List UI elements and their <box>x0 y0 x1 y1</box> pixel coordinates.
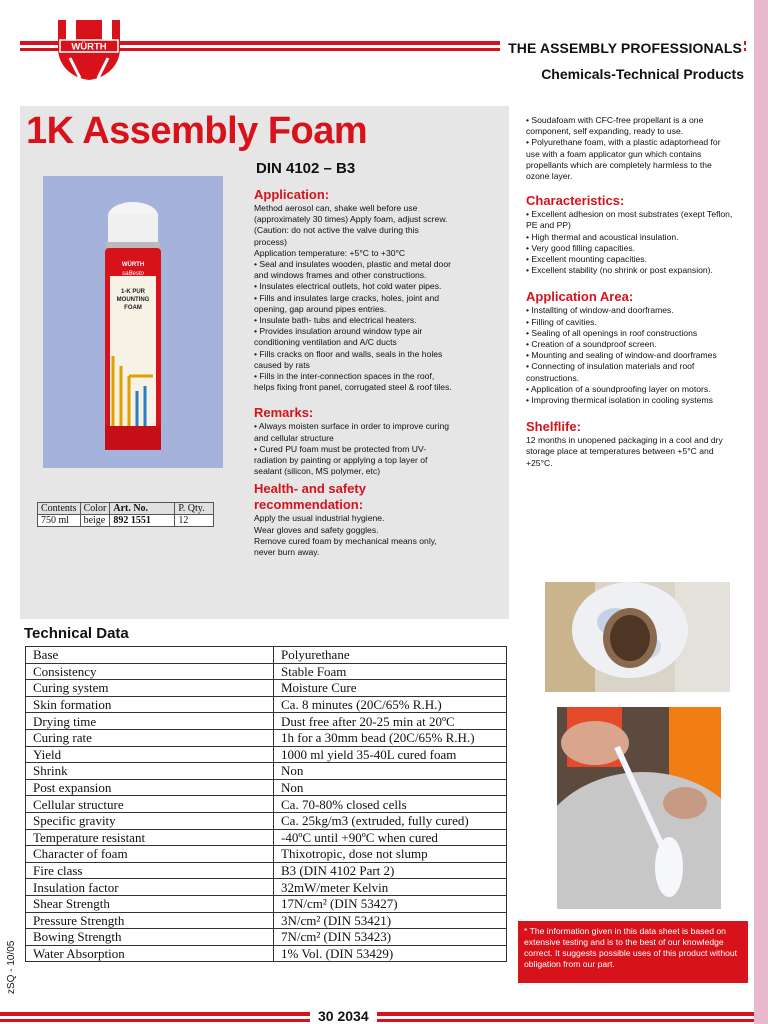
table-row <box>26 895 507 912</box>
property-value: Moisture Cure <box>274 680 507 697</box>
foam-pipe-photo <box>545 582 730 692</box>
page-number: 30 2034 <box>310 1008 377 1024</box>
product-photo <box>43 176 223 468</box>
application-text: • Provides insulation around window type air conditioning ventilation and A/C ducts <box>254 326 423 348</box>
table-row <box>26 812 507 829</box>
health-text: Apply the usual industrial hygiene. <box>254 513 385 524</box>
property-name: Consistency <box>26 663 274 680</box>
characteristics-item: • Very good filling capacities. <box>526 242 636 253</box>
order-table <box>37 502 214 527</box>
characteristics-item: • Excellent adhesion on most substrates (exept Teflon, PE and PP) <box>526 209 733 231</box>
middle-column <box>254 187 454 558</box>
table-row <box>26 713 507 730</box>
property-value: 3N/cm² (DIN 53421) <box>274 912 507 929</box>
table-row <box>26 796 507 813</box>
property-name: Character of foam <box>26 846 274 863</box>
wurth-logo <box>56 18 122 82</box>
cell-contents: 750 ml <box>38 515 81 527</box>
property-name: Curing rate <box>26 729 274 746</box>
application-text: Method aerosol can, shake well before use (approximately 30 times) Apply foam, adjust screw. (Caution: do not active the valve during this process) <box>254 203 448 247</box>
property-name: Shrink <box>26 763 274 780</box>
characteristics-item: • Excellent mounting capacities. <box>526 254 647 265</box>
property-value: -40ºC until +90ºC when cured <box>274 829 507 846</box>
property-value: Thixotropic, dose not slump <box>274 846 507 863</box>
din-standard: DIN 4102 – B3 <box>256 160 356 177</box>
table-row <box>26 696 507 713</box>
property-name: Base <box>26 647 274 664</box>
col-art-no: Art. No. <box>110 503 175 515</box>
svg-text:WÜRTH: WÜRTH <box>121 262 145 268</box>
property-value: 32mW/meter Kelvin <box>274 879 507 896</box>
shelflife-text: 12 months in unopened packaging in a cool and dry storage place at temperatures between +5°C and +25°C. <box>526 435 723 468</box>
property-value: 1h for a 30mm bead (20C/65% R.H.) <box>274 729 507 746</box>
property-value: Ca. 8 minutes (20C/65% R.H.) <box>274 696 507 713</box>
application-area-heading: Application Area: <box>526 289 634 305</box>
intro-text: • Soudafoam with CFC-free propellant is a one component, self expanding, ready to use. <box>526 115 704 137</box>
property-value: Stable Foam <box>274 663 507 680</box>
characteristics-item: • Excellent stability (no shrink or post expansion). <box>526 265 713 276</box>
table-row <box>26 763 507 780</box>
characteristics-item: • High thermal and acoustical insulation. <box>526 231 679 242</box>
remarks-heading: Remarks: <box>254 405 314 421</box>
cell-art-no: 892 1551 <box>110 515 175 527</box>
disclaimer-box: * The information given in this data sheet is based on extensive testing and is to the best of our knowledge correct. It suggests possible uses of this product without obligation from our part. <box>518 921 748 983</box>
property-name: Shear Strength <box>26 895 274 912</box>
health-heading: Health- and safety recommendation: <box>254 481 366 513</box>
property-value: 7N/cm² (DIN 53423) <box>274 929 507 946</box>
table-row <box>26 879 507 896</box>
page-edge-stripe <box>754 0 768 1024</box>
application-text: Application temperature: +5°C to +30°C <box>254 247 406 258</box>
property-value: Polyurethane <box>274 647 507 664</box>
property-name: Drying time <box>26 713 274 730</box>
application-area-item: • Sealing of all openings in roof constructions <box>526 327 698 338</box>
property-value: Ca. 70-80% closed cells <box>274 796 507 813</box>
property-name: Water Absorption <box>26 945 274 962</box>
application-area-item: • Creation of a soundproof screen. <box>526 339 657 350</box>
order-table-row <box>38 515 214 527</box>
property-value: Non <box>274 763 507 780</box>
property-name: Pressure Strength <box>26 912 274 929</box>
property-name: Skin formation <box>26 696 274 713</box>
technical-data-heading: Technical Data <box>24 625 129 642</box>
table-row <box>26 663 507 680</box>
intro-text: • Polyurethane foam, with a plastic adaptorhead for use with a foam applicator gun which contains propellants which are completely harmless to the ozone layer. <box>526 137 721 182</box>
table-row <box>26 647 507 664</box>
tagline: THE ASSEMBLY PROFESSIONALS <box>500 40 744 56</box>
remarks-text: • Always moisten surface in order to improve curing and cellular structure <box>254 421 450 443</box>
svg-text:saBesto: saBesto <box>122 271 144 277</box>
property-name: Fire class <box>26 862 274 879</box>
property-name: Temperature resistant <box>26 829 274 846</box>
svg-text:WÜRTH: WÜRTH <box>71 41 107 53</box>
category-subtitle: Chemicals-Technical Products <box>541 66 744 82</box>
application-area-item: • Filling of cavities. <box>526 316 597 327</box>
property-name: Specific gravity <box>26 812 274 829</box>
health-text: Wear gloves and safety goggles. <box>254 524 379 535</box>
application-text: • Insulates electrical outlets, hot cold water pipes. <box>254 281 442 292</box>
property-value: 1000 ml yield 35-40L cured foam <box>274 746 507 763</box>
property-value: B3 (DIN 4102 Part 2) <box>274 862 507 879</box>
application-area-item: • Connecting of insulation materials and roof constructions. <box>526 361 695 383</box>
property-value: 1% Vol. (DIN 53429) <box>274 945 507 962</box>
property-name: Post expansion <box>26 779 274 796</box>
property-name: Insulation factor <box>26 879 274 896</box>
table-row <box>26 746 507 763</box>
footer-rule <box>0 1012 754 1024</box>
col-p-qty: P. Qty. <box>175 503 214 515</box>
table-row <box>26 779 507 796</box>
property-name: Cellular structure <box>26 796 274 813</box>
right-column <box>526 115 736 469</box>
cell-p-qty: 12 <box>175 515 214 527</box>
foam-application-photo <box>557 707 721 909</box>
application-area-item: • Installting of window-and doorframes. <box>526 305 674 316</box>
table-row <box>26 912 507 929</box>
health-text: Remove cured foam by mechanical means only, never burn away. <box>254 535 437 558</box>
application-text: • Seal and insulates wooden, plastic and metal door and windows frames and other constructions. <box>254 259 451 281</box>
table-row <box>26 680 507 697</box>
remarks-text: • Cured PU foam must be protected from UV-radiation by painting or applying a top layer of sealant (silicon, MS polymer, etc) <box>254 443 428 477</box>
characteristics-heading: Characteristics: <box>526 193 625 209</box>
application-area-item: • Improving thermical isolation in cooling systems <box>526 395 713 406</box>
property-value: 17N/cm² (DIN 53427) <box>274 895 507 912</box>
property-value: Dust free after 20-25 min at 20ºC <box>274 713 507 730</box>
document-code: zSQ - 10/05 <box>6 940 17 994</box>
table-row <box>26 829 507 846</box>
property-name: Yield <box>26 746 274 763</box>
table-row <box>26 729 507 746</box>
order-table-header <box>38 503 214 515</box>
cell-color: beige <box>80 515 110 527</box>
application-area-item: • Mounting and sealing of window-and doorframes <box>526 350 717 361</box>
table-row <box>26 929 507 946</box>
application-text: • Fills cracks on floor and walls, seals in the holes caused by rats <box>254 348 443 370</box>
property-value: Non <box>274 779 507 796</box>
property-name: Curing system <box>26 680 274 697</box>
application-heading: Application: <box>254 187 330 202</box>
application-text: • Fills and insulates large cracks, holes, joint and opening, gap around pipes entries. <box>254 292 440 314</box>
application-area-item: • Application of a soundproofing layer on motors. <box>526 383 711 394</box>
application-text: • Fills in the inter-connection spaces in the roof, helps fixing front panel, corrugated steel & roof tiles. <box>254 371 452 393</box>
col-color: Color <box>80 503 110 515</box>
table-row <box>26 846 507 863</box>
product-title: 1K Assembly Foam <box>26 110 368 152</box>
technical-data-table <box>25 646 507 962</box>
table-row <box>26 945 507 962</box>
application-text: • Insulate bath- tubs and electrical heaters. <box>254 315 417 326</box>
foam-can-image: WÜRTH saBesto 1-K PUR MOUNTING FOAM <box>43 176 223 468</box>
col-contents: Contents <box>38 503 81 515</box>
property-name: Bowing Strength <box>26 929 274 946</box>
shelflife-heading: Shelflife: <box>526 419 581 435</box>
table-row <box>26 862 507 879</box>
property-value: Ca. 25kg/m3 (extruded, fully cured) <box>274 812 507 829</box>
